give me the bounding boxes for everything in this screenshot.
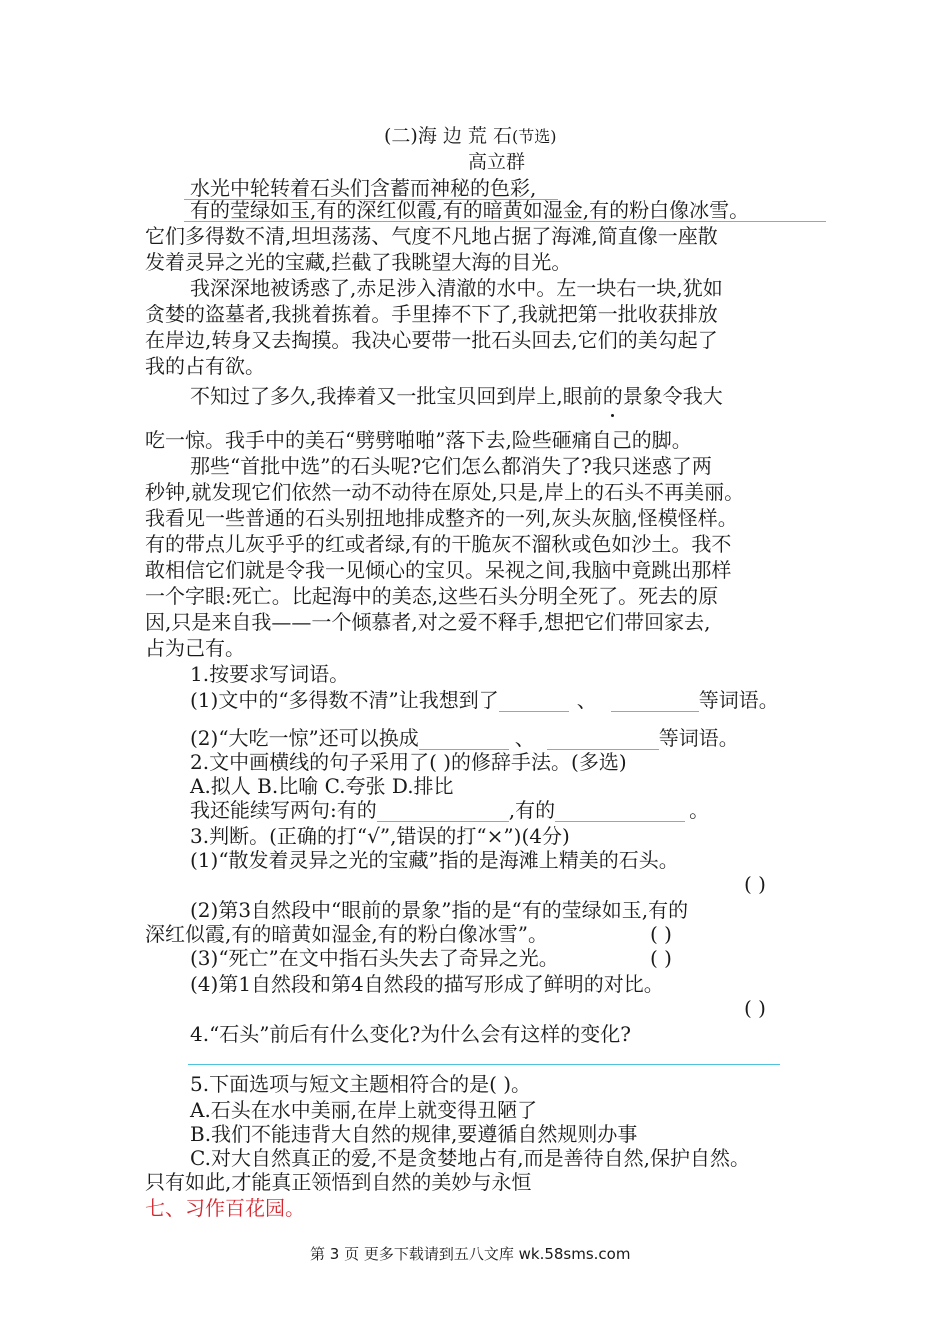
question-4: 4.“石头”前后有什么变化?为什么会有这样的变化? [190, 1022, 631, 1046]
p4-line3: 我看见一些普通的石头别扭地排成整齐的一列,灰头灰脑,怪模怪样。 [145, 506, 738, 530]
question-5-option-c1: C.对大自然真正的爱,不是贪婪地占有,而是善待自然,保护自然。 [190, 1146, 751, 1170]
question-3: 3.判断。(正确的打“√”,错误的打“×”)(4分) [190, 824, 570, 848]
p3-line2: 吃一惊。我手中的美石“劈劈啪啪”落下去,险些砸痛自己的脚。 [145, 428, 692, 452]
passage-title-sub: (节选) [511, 127, 557, 146]
answer-blank-3b[interactable] [555, 803, 685, 822]
passage-author: 高立群 [468, 151, 526, 173]
answer-blank-1b[interactable] [611, 693, 699, 712]
question-2-options: A.拟人 B.比喻 C.夸张 D.排比 [190, 774, 454, 798]
question-3-1: (1)“散发着灵异之光的宝藏”指的是海滩上精美的石头。 [190, 848, 679, 872]
p1-line4: 发着灵异之光的宝藏,拦截了我眺望大海的目光。 [145, 250, 572, 274]
question-1: 1.按要求写词语。 [190, 662, 350, 686]
answer-blank-2b[interactable] [547, 731, 659, 750]
p1-line1: 水光中轮转着石头们含蓄而神秘的色彩, [190, 176, 537, 200]
question-1-1: (1)文中的“多得数不清”让我想到了 、 等词语。 [190, 688, 779, 712]
p4-line5: 敢相信它们就是令我一见倾心的宝贝。呆视之间,我脑中竟跳出那样 [145, 558, 732, 582]
p3-line1-c: 令我大 [662, 384, 723, 408]
answer-paren-3-1[interactable]: ( ) [744, 872, 766, 896]
answer-paren-3-3[interactable]: ( ) [650, 946, 672, 970]
answer-blank-1a[interactable] [499, 693, 569, 712]
p1-line3: 它们多得数不清,坦坦荡荡、气度不凡地占据了海滩,简直像一座散 [145, 224, 718, 248]
section-7-heading: 七、习作百花园。 [145, 1196, 305, 1220]
question-5: 5.下面选项与短文主题相符合的是( )。 [190, 1072, 532, 1096]
passage-title-main: (二)海 边 荒 石 [384, 125, 512, 147]
question-3-4: (4)第1自然段和第4自然段的描写形成了鲜明的对比。 [190, 972, 664, 996]
p4-line6: 一个字眼:死亡。比起海中的美态,这些石头分明全死了。死去的原 [145, 584, 719, 608]
question-3-2a: (2)第3自然段中“眼前的景象”指的是“有的莹绿如玉,有的 [190, 898, 689, 922]
answer-blank-3a[interactable] [377, 803, 509, 822]
p4-line4: 有的带点儿灰乎乎的红或者绿,有的干脆灰不溜秋或色如沙土。我不 [145, 532, 732, 556]
question-5-option-c2: 只有如此,才能真正领悟到自然的美妙与永恒 [145, 1170, 532, 1194]
p2-line2: 贪婪的盗墓者,我挑着拣着。手里捧不下了,我就把第一批收获排放 [145, 302, 718, 326]
question-5-option-a: A.石头在水中美丽,在岸上就变得丑陋了 [190, 1098, 538, 1122]
answer-blank-2a[interactable] [419, 731, 509, 750]
page-footer: 第 3 页 更多下载请到五八文库 wk.58sms.com [310, 1245, 631, 1263]
question-5-option-b: B.我们不能违背大自然的规律,要遵循自然规则办事 [190, 1122, 638, 1146]
p1-line2: 有的莹绿如玉,有的深红似霞,有的暗黄如湿金,有的粉白像冰雪。 [190, 198, 750, 222]
emphasized-phrase: 眼前的景象 [562, 384, 663, 408]
p4-line8: 占为己有。 [145, 636, 245, 660]
answer-line-4[interactable] [188, 1064, 780, 1065]
p2-line3: 在岸边,转身又去掏摸。我决心要带一批石头回去,它们的美勾起了 [145, 328, 718, 352]
passage-title [384, 124, 556, 149]
p2-line1: 我深深地被诱惑了,赤足涉入清澈的水中。左一块右一块,犹如 [190, 276, 723, 300]
p4-line7: 因,只是来自我——一个倾慕者,对之爱不释手,想把它们带回家去, [145, 610, 711, 634]
answer-paren-3-4[interactable]: ( ) [744, 996, 766, 1020]
question-3-2b: 深红似霞,有的暗黄如湿金,有的粉白像冰雪”。 [145, 922, 548, 946]
answer-paren-3-2[interactable]: ( ) [650, 922, 672, 946]
question-2-continue: 我还能续写两句:有的 ,有的 。 [190, 798, 710, 822]
question-3-3: (3)“死亡”在文中指石头失去了奇异之光。 [190, 946, 559, 970]
question-1-2: (2)“大吃一惊”还可以换成 、 等词语。 [190, 726, 739, 750]
p3-line1-a: 不知过了多久,我捧着又一批宝贝回到岸上, [190, 384, 563, 408]
p2-line4: 我的占有欲。 [145, 354, 265, 378]
p4-line2: 秒钟,就发现它们依然一动不动待在原处,只是,岸上的石头不再美丽。 [145, 480, 745, 504]
question-2: 2.文中画横线的句子采用了( )的修辞手法。(多选) [190, 750, 627, 774]
p4-line1: 那些“首批中选”的石头呢?它们怎么都消失了?我只迷惑了两 [190, 454, 712, 478]
underline-2 [184, 221, 826, 222]
p3-line1 [190, 384, 723, 408]
